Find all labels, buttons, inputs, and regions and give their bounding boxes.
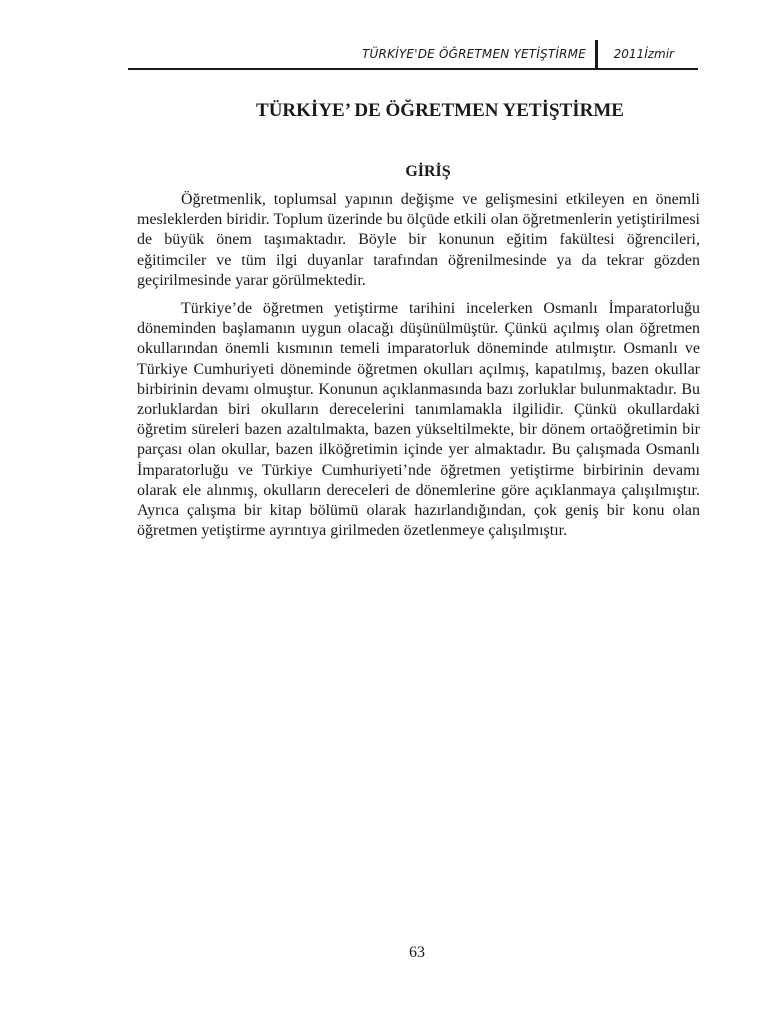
body-text [137,190,700,549]
page-title: TÜRKİYE’ DE ÖĞRETMEN YETİŞTİRME [256,100,624,121]
page-number: 63 [409,944,425,961]
running-header [128,40,698,70]
header-separator [595,40,598,68]
section-heading: GİRİŞ [405,163,451,180]
running-header-year-place: 2011İzmir [613,47,674,61]
paragraph-2: Türkiye’de öğretmen yetiştirme tarihini incelerken Osmanlı İmparatorluğu döneminden başlamanın uygun olacağı düşünülmüştür. Çünkü açılmış olan öğretmen okullarından önemli kısmının temeli imparatorluk döneminde atılmıştır. Osmanlı ve Türkiye Cumhuriyeti döneminde öğretmen okulları açılmış, kapatılmış, bazen okullar birbirinin devamı olmuştur. Konunun açıklanmasında bazı zorluklar bulunmaktadır. Bu zorluklardan biri okulların derecelerini tanımlamakla ilgilidir. Çünkü okullardaki öğretim süreleri bazen azaltılmakta, bazen yükseltilmekte, bir dönem ortaöğretimin bir parçası olan okullar, bazen ilköğretimin içinde yer almaktadır. Bu çalışmada Osmanlı İmparatorluğu ve Türkiye Cumhuriyeti’nde öğretmen yetiştirme birbirinin devamı olarak ele alınmış, okulların dereceleri de dönemlerine göre açıklanmaya çalışılmıştır. Ayrıca çalışma bir kitap bölümü olarak hazırlandığından, çok geniş bir konu olan öğretmen yetiştirme ayrıntıya girilmeden özetlenmeye çalışılmıştır. [137,300,700,540]
paragraph-1: Öğretmenlik, toplumsal yapının değişme ve gelişmesini etkileyen en önemli mesleklerden biridir. Toplum üzerinde bu ölçüde etkili olan öğretmenlerin yetiştirilmesi de büyük önem taşımaktadır. Böyle bir konunun eğitim fakültesi öğrencileri, eğitimciler ve tüm ilgi duyanlar tarafından öğrenilmesinde ya da tekrar gözden geçirilmesinde yarar görülmektedir. [137,191,700,289]
running-header-title: TÜRKİYE'DE ÖĞRETMEN YETİŞTİRME [362,47,586,61]
header-rule [128,68,698,70]
